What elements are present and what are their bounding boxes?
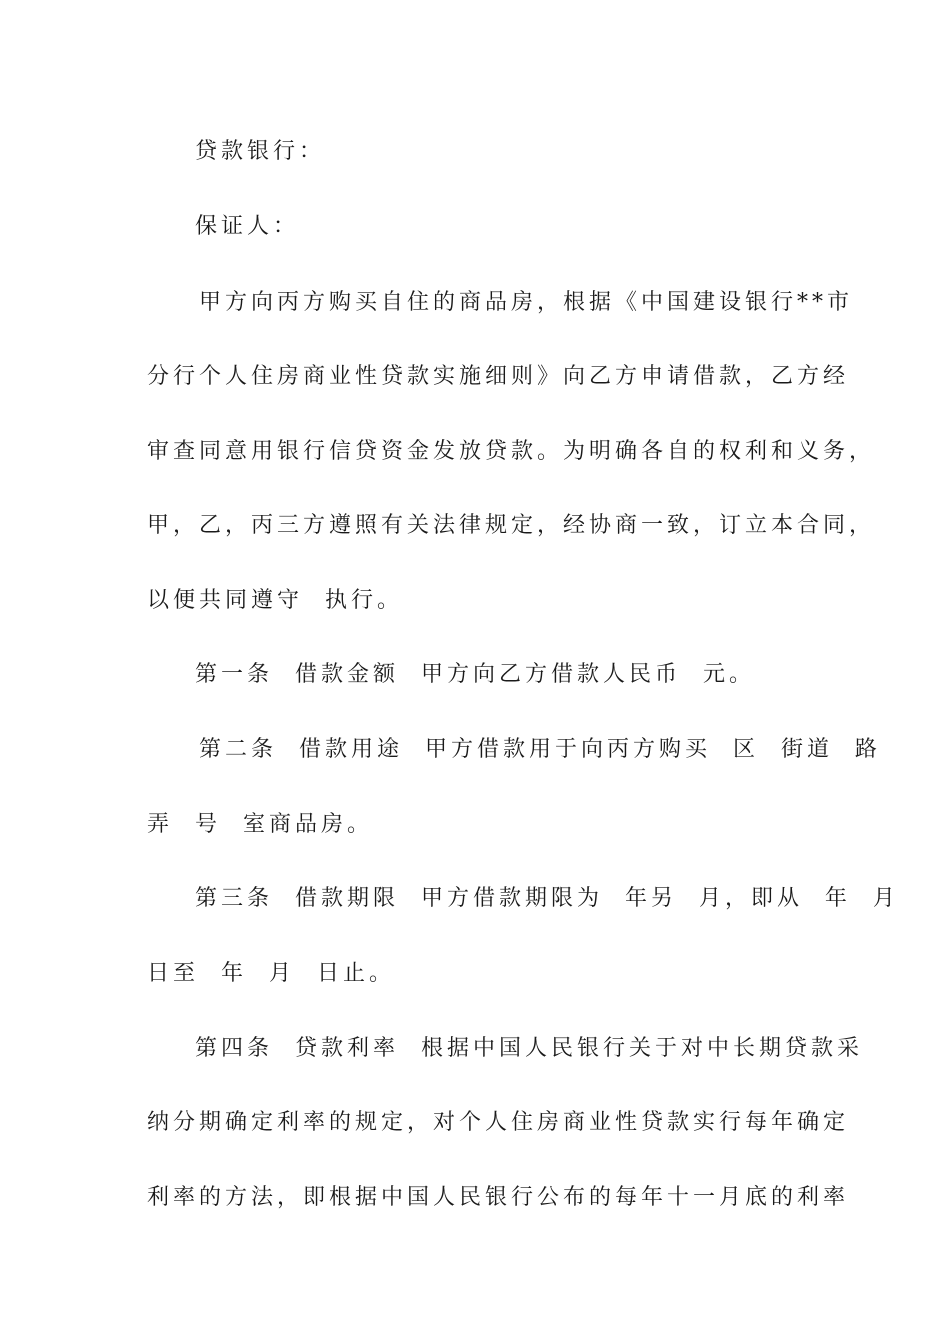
article-3-line: 第三条 借款期限 甲方借款期限为 年另 月，即从 年 月 [195, 886, 899, 911]
article-4-line: 纳分期确定利率的规定，对个人住房商业性贷款实行每年确定 [147, 1110, 850, 1135]
paragraph-line: 审查同意用银行信贷资金发放贷款。为明确各自的权利和义务， [147, 439, 876, 464]
article-3-line: 日至 年 月 日止。 [147, 961, 395, 986]
guarantor-label: 保证人： [195, 214, 300, 239]
article-4-line: 第四条 贷款利率 根据中国人民银行关于对中长期贷款采 [195, 1036, 863, 1061]
lending-bank-label: 贷款银行： [195, 139, 326, 164]
article-4-line: 利率的方法，即根据中国人民银行公布的每年十一月底的利率 [147, 1185, 850, 1210]
paragraph-line: 分行个人住房商业性贷款实施细则》向乙方申请借款，乙方经 [147, 364, 850, 389]
paragraph-line: 以便共同遵守 执行。 [147, 588, 403, 613]
article-2-line: 弄 号 室商品房。 [147, 812, 373, 837]
article-2-line: 第二条 借款用途 甲方借款用于向丙方购买 区 街道 路 [199, 737, 881, 762]
paragraph-line: 甲，乙，丙三方遵照有关法律规定，经协商一致，订立本合同， [147, 513, 876, 538]
article-1-line: 第一条 借款金额 甲方向乙方借款人民币 元。 [195, 662, 755, 687]
paragraph-line: 甲方向丙方购买自住的商品房，根据《中国建设银行**市 [199, 290, 854, 315]
